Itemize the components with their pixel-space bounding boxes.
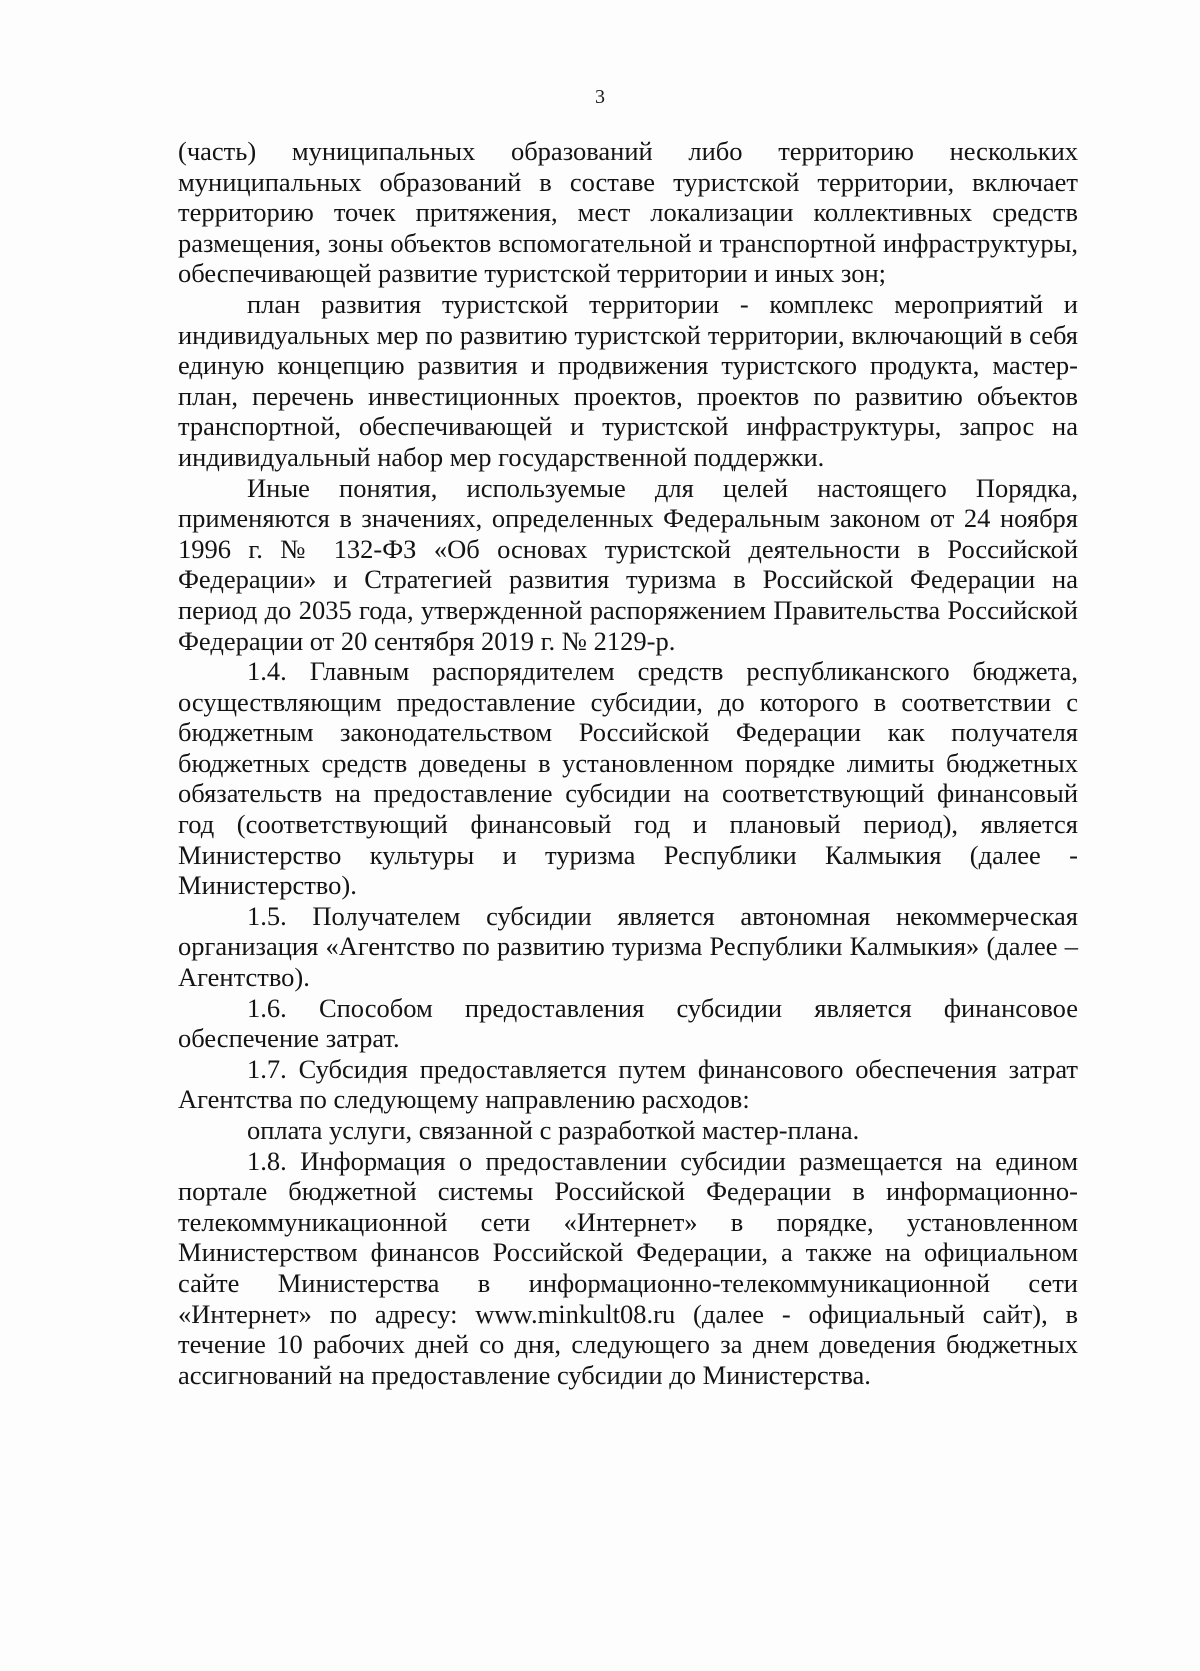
document-body xyxy=(178,136,1078,1390)
paragraph-1-5-recipient: 1.5. Получателем субсидии является автономная некоммерческая организация «Агентство по развитию туризма Республики Калмыкия» (далее – Агентство). xyxy=(178,900,1078,993)
paragraph-other-concepts: Иные понятия, используемые для целей настоящего Порядка, применяются в значениях, определенных Федеральным законом от 24 ноября 1996 г. № 132-ФЗ «Об основах туристской деятельности в Российской Федерации» и Стратегией развития туризма в Российской Федерации на период до 2035 года, утвержденной распоряжением Правительства Российской Федерации от 20 сентября 2019 г. № 2129-р. xyxy=(178,472,1078,656)
paragraph-1-4-chief-administrator: 1.4. Главным распорядителем средств республиканского бюджета, осуществляющим предоставление субсидии, до которого в соответствии с бюджетным законодательством Российской Федерации как получателя бюджетных средств доведены в установленном порядке лимиты бюджетных обязательств на предоставление субсидии на соответствующий финансовый год (соответствующий финансовый год и плановый период), является Министерство культуры и туризма Республики Калмыкия (далее - Министерство). xyxy=(178,656,1078,901)
paragraph-1-7-purpose: 1.7. Субсидия предоставляется путем финансового обеспечения затрат Агентства по следующему направлению расходов: xyxy=(178,1053,1078,1115)
paragraph-1-7-expense-item: оплата услуги, связанной с разработкой мастер-плана. xyxy=(247,1115,860,1145)
paragraph-development-plan-definition: план развития туристской территории - комплекс мероприятий и индивидуальных мер по развитию туристской территории, включающий в себя единую концепцию развития и продвижения туристского продукта, мастер-план, перечень инвестиционных проектов, проектов по развитию объектов транспортной, обеспечивающей и туристской инфраструктуры, запрос на индивидуальный набор мер государственной поддержки. xyxy=(178,288,1078,472)
paragraph-territory-definition-continued: (часть) муниципальных образований либо территорию нескольких муниципальных образований в составе туристской территории, включает территорию точек притяжения, мест локализации коллективных средств размещения, зоны объектов вспомогательной и транспортной инфраструктуры, обеспечивающей развитие туристской территории и иных зон; xyxy=(178,136,1078,289)
paragraph-1-6-method: 1.6. Способом предоставления субсидии является финансовое обеспечение затрат. xyxy=(178,992,1078,1054)
paragraph-1-8-information: 1.8. Информация о предоставлении субсидии размещается на едином портале бюджетной системы Российской Федерации в информационно-телекоммуникационной сети «Интернет» в порядке, установленном Министерством финансов Российской Федерации, а также на официальном сайте Министерства в информационно-телекоммуникационной сети «Интернет» по адресу: www.minkult08.ru (далее - официальный сайт), в течение 10 рабочих дней со дня, следующего за днем доведения бюджетных ассигнований на предоставление субсидии до Министерства. xyxy=(178,1145,1078,1390)
page-number: 3 xyxy=(595,86,605,108)
